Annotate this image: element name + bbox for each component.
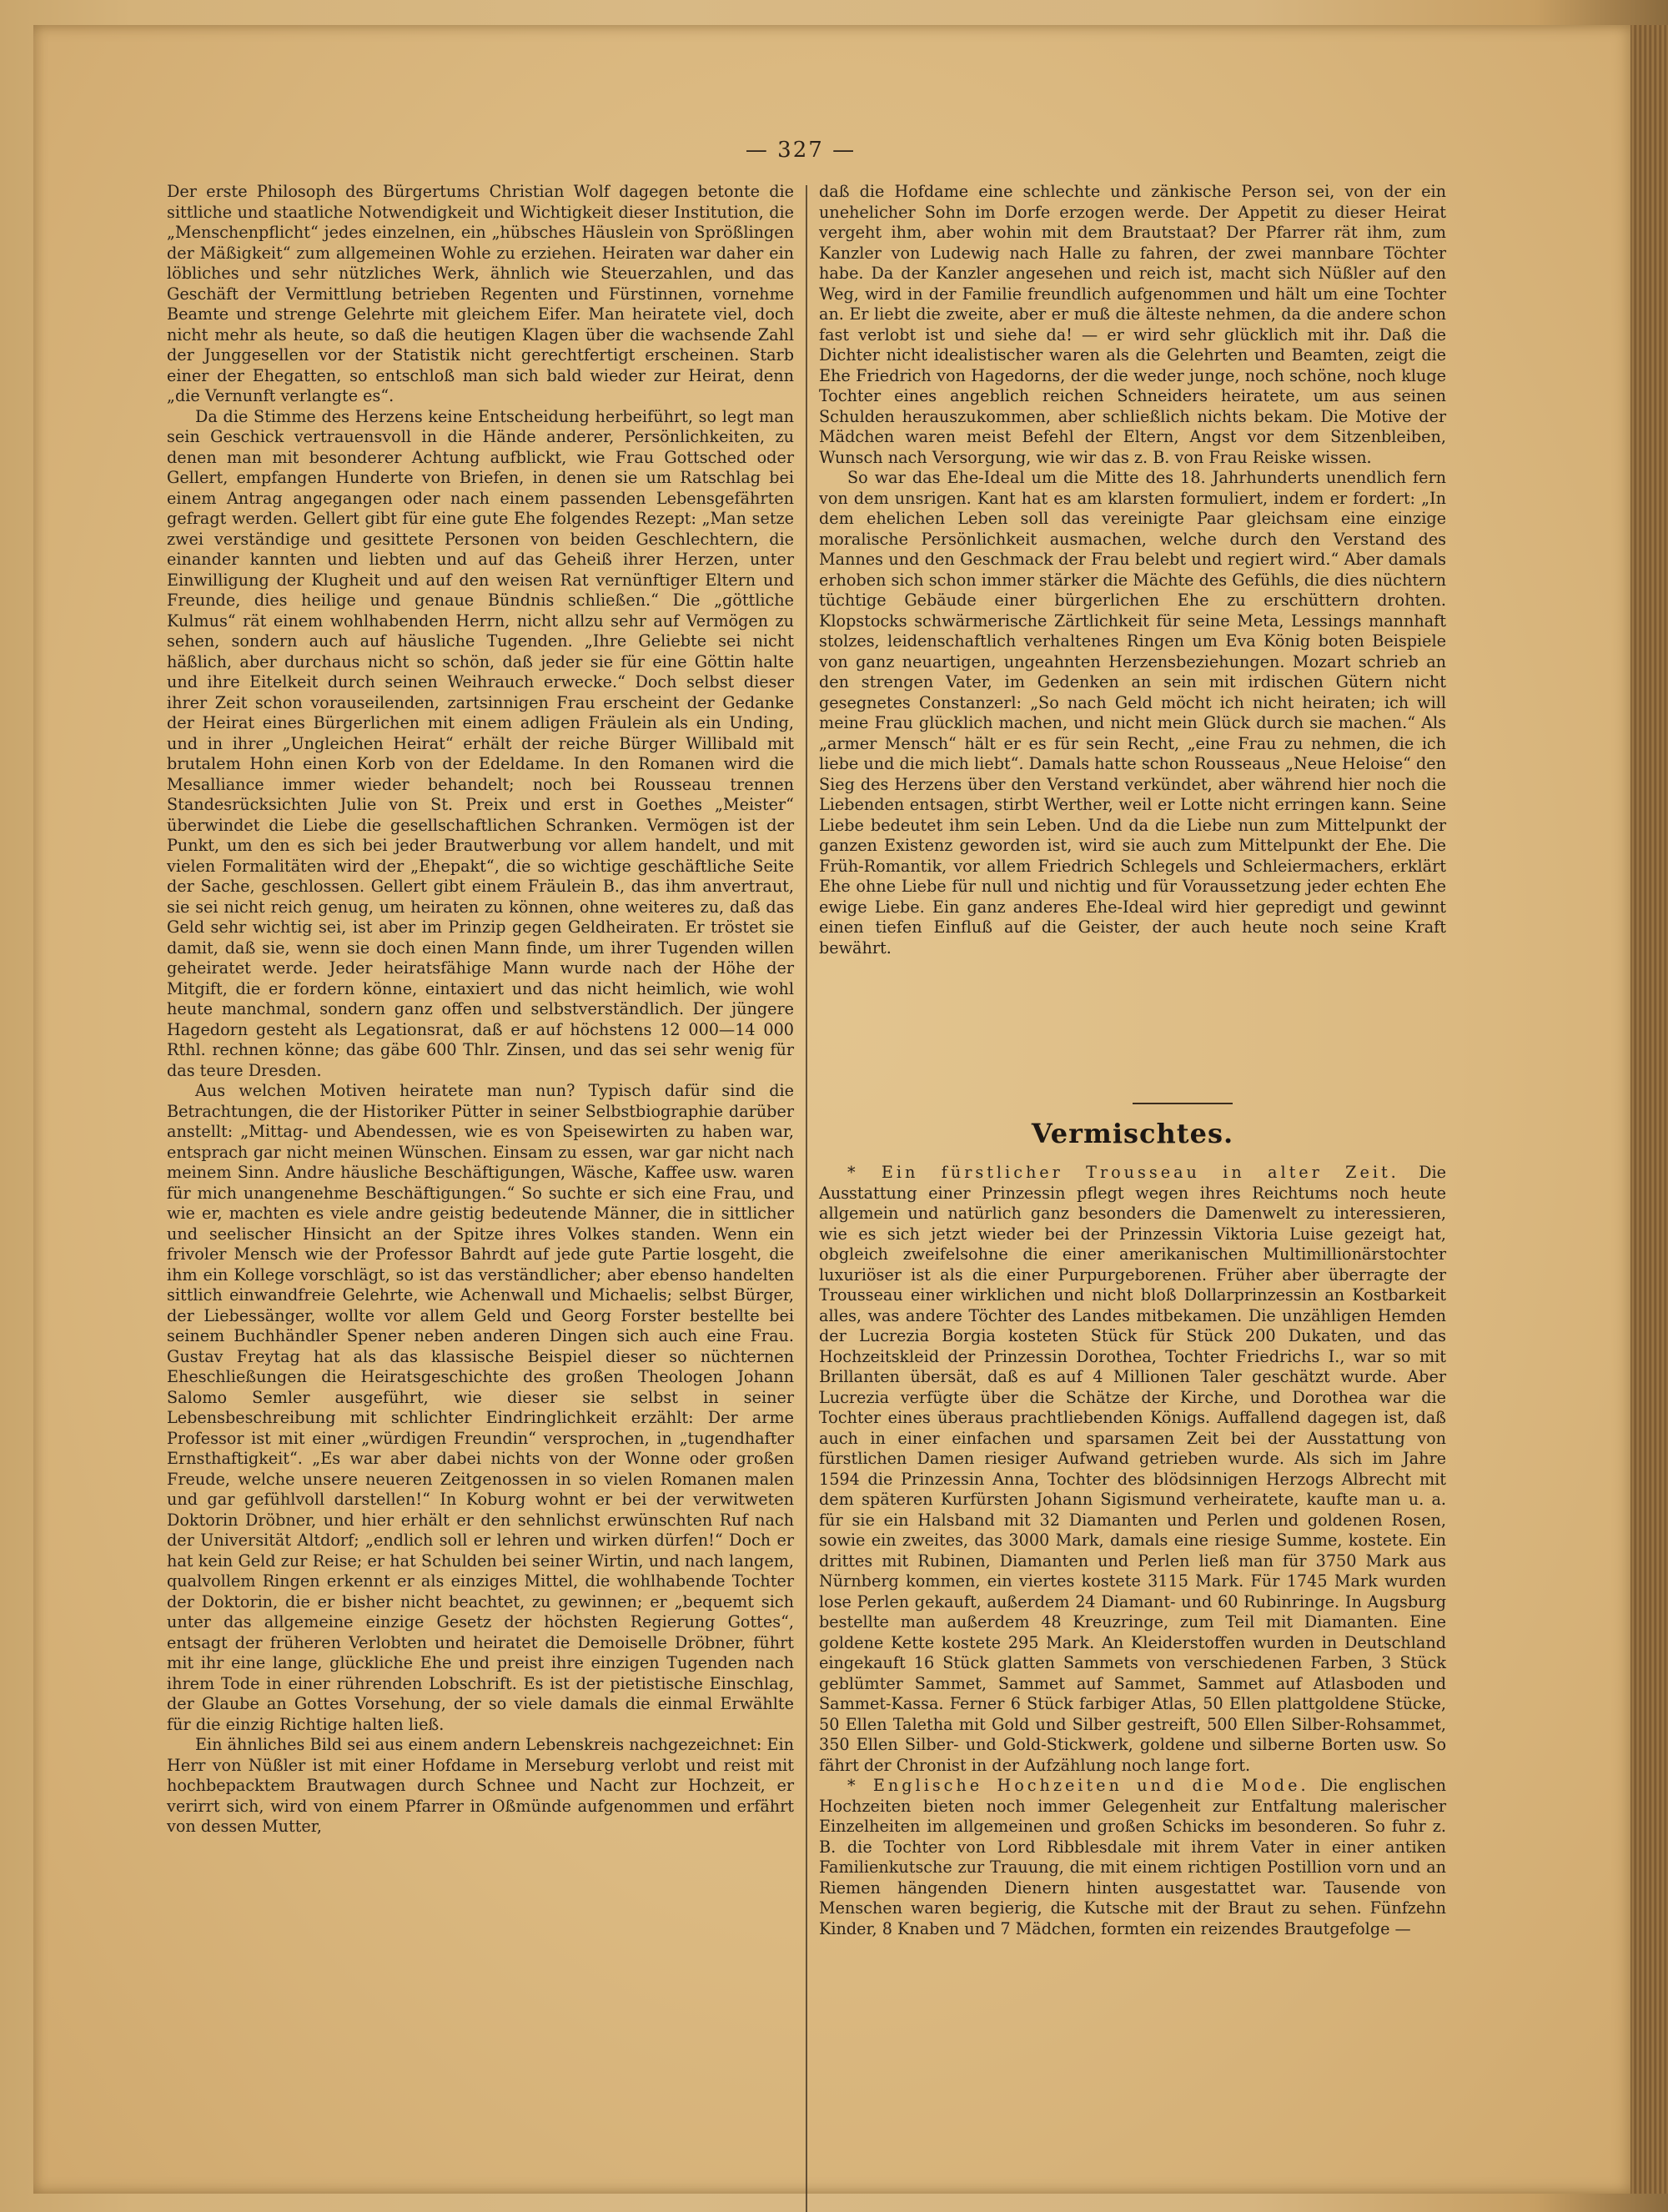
vermischtes-item-1-title: * Ein fürstlicher Trousseau in alter Zeit. bbox=[847, 1163, 1399, 1182]
right-column-upper bbox=[819, 182, 1446, 958]
right-column-lower bbox=[819, 1163, 1446, 1939]
vermischtes-item-2-body: Die englischen Hochzeiten bieten noch immer Gelegenheit zur Entfaltung malerischer Einzelheiten im allgemeinen und großen Schicks im besonderen. So fuhr z. B. die Tochter von Lord Ribblesdale mit ihrem Vater in einer antiken Familienkutsche zur Trauung, die mit einem richtigen Postillion vorn und an Riemen hängenden Dienern hinten ausgestattet war. Tausende von Menschen waren begierig, die Kutsche mit der Braut zu sehen. Fünfzehn Kinder, 8 Knaben und 7 Mädchen, formten ein reizendes Brautgefolge — bbox=[819, 1776, 1447, 1938]
column-divider bbox=[806, 185, 807, 2212]
heading-divider bbox=[1133, 1103, 1233, 1104]
right-paragraph-2: So war das Ehe-Ideal um die Mitte des 18. Jahrhunderts unendlich fern von dem unsrigen. Kant hat es am klarsten formuliert, indem er fordert: „In dem ehelichen Leben soll das vereinigte Paar gleichsam eine einzige moralische Persönlichkeit ausmachen, welche durch den Verstand des Mannes und den Geschmack der Frau belebt und regiert wird.“ Aber damals erhoben sich schon immer stärker die Mächte des Gefühls, die dies nüchtern tüchtige Gebäude einer bürgerlichen Ehe zu erschüttern drohten. Klopstocks schwärmerische Zärtlichkeit für seine Meta, Lessings mannhaft stolzes, leidenschaftlich verhaltenes Ringen um Eva König boten Beispiele von ganz neuartigen, ungeahnten Herzensbeziehungen. Mozart schrieb an den strengen Vater, im Gedenken an sein mit irdischen Gütern nicht gesegnetes Constanzerl: „So nach Geld möcht ich nicht heiraten; ich will meine Frau glücklich machen, und nicht mein Glück durch sie machen.“ Als „armer Mensch“ hält er es für sein Recht, „eine Frau zu nehmen, die ich liebe und die mich liebt“. Damals hatte schon Rousseaus „Neue Heloise“ den Sieg des Herzens über den Verstand verkündet, aber während hier noch die Liebenden entsagen, stirbt Werther, weil er Lotte nicht erringen kann. Seine Liebe bedeutet ihm sein Leben. Und da die Liebe nun zum Mittelpunkt der ganzen Existenz geworden ist, wird sie auch zum Mittelpunkt der Ehe. Die Früh-Romantik, vor allem Friedrich Schlegels und Schleiermachers, erklärt Ehe ohne Liebe für null und nichtig und für Voraussetzung jeder echten Ehe ewige Liebe. Ein ganz anderes Ehe-Ideal wird hier gepredigt und gewinnt einen tiefen Einfluß auf die Geister, der auch heute noch seine Kraft bewährt. bbox=[819, 468, 1446, 958]
vermischtes-item-2-title: * Englische Hochzeiten und die Mode. bbox=[847, 1776, 1309, 1795]
vermischtes-item-2 bbox=[819, 1776, 1446, 1939]
section-heading-vermischtes: Vermischtes. bbox=[1031, 1118, 1234, 1149]
left-paragraph-3: Aus welchen Motiven heiratete man nun? Typisch dafür sind die Betrachtungen, die der Historiker Pütter in seiner Selbstbiographie darüber anstellt: „Mittag- und Abendessen, wie es von Speisewirten zu haben war, entsprach gar nicht meinen Wünschen. Einsam zu essen, war gar nicht nach meinem Sinn. Andre häusliche Beschäftigungen, Wäsche, Kaffee usw. waren für mich unangenehme Beschäftigungen.“ So suchte er sich eine Frau, und wie er, machten es viele andre geistig bedeutende Männer, die in sittlicher und seelischer Hinsicht an der Spitze ihres Volkes standen. Wenn ein frivoler Mensch wie der Professor Bahrdt auf jede gute Partie losgeht, die ihm ein Kollege vorschlägt, so ist das verständlicher; aber ebenso handelten sittlich einwandfreie Gelehrte, wie Achenwall und Michaelis; selbst Bürger, der Liebessänger, wollte vor allem Geld und Georg Forster bestellte bei seinem Buchhändler Spener neben anderen Dingen sich auch eine Frau. Gustav Freytag hat als das klassische Beispiel dieser so nüchternen Eheschließungen die Heiratsgeschichte des großen Theologen Johann Salomo Semler ausgeführt, wie dieser sie selbst in seiner Lebensbeschreibung mit schlichter Eindringlichkeit erzählt: Der arme Professor ist mit einer „würdigen Freundin“ versprochen, in „tugendhafter Ernsthaftigkeit“. „Es war aber dabei nichts von der Wonne oder großen Freude, welche unsere neueren Zeitgenossen in so vielen Romanen malen und gar gefühlvoll darstellen!“ In Koburg wohnt er bei der verwitweten Doktorin Dröbner, und hier erhält er den sehnlichst erwünschten Ruf nach der Universität Altdorf; „endlich soll er lehren und wirken dürfen!“ Doch er hat kein Geld zur Reise; er hat Schulden bei seiner Wirtin, und nach langem, qualvollem Ringen erkennt er als einziges Mittel, die wohlhabende Tochter der Doktorin, die er bisher nicht beachtet, zu gewinnen; er „bequemt sich unter das allgemeine einzige Gesetz der höchsten Regierung Gottes“, entsagt der früheren Verlobten und heiratet die Demoiselle Dröbner, führt mit ihr eine lange, glückliche Ehe und preist ihre einzigen Tugenden nach ihrem Tode in einer rührenden Lobschrift. Es ist der pietistische Einschlag, der Glaube an Gottes Vorsehung, der so viele damals die einmal Erwählte für die einzig Richtige halten ließ. bbox=[167, 1081, 794, 1734]
vermischtes-item-1-body: Die Ausstattung einer Prinzessin pflegt wegen ihres Reichtums noch heute allgemein und natürlich ganz besonders die Damenwelt zu interessieren, wie es sich jetzt wieder bei der Prinzessin Viktoria Luise gezeigt hat, obgleich zweifelsohne die einer amerikanischen Multimillionärstochter luxuriöser ist als die einer Purpurgeborenen. Früher aber überragte der Trousseau einer wirklichen und nicht bloß Dollarprinzessin an Kostbarkeit alles, was andere Töchter des Landes mitbekamen. Die unzähligen Hemden der Lucrezia Borgia kosteten Stück für Stück 200 Dukaten, und das Hochzeitskleid der Prinzessin Dorothea, Tochter Friedrichs I., war so mit Brillanten übersät, daß es auf 4 Millionen Taler geschätzt wurde. Aber Lucrezia verfügte über die Schätze der Kirche, und Dorothea war die Tochter eines überaus prachtliebenden Königs. Auffallend dagegen ist, daß auch in einer einfachen und sparsamen Zeit bei der Ausstattung von fürstlichen Damen riesiger Aufwand getrieben wurde. Als sich im Jahre 1594 die Prinzessin Anna, Tochter des blödsinnigen Herzogs Albrecht mit dem späteren Kurfürsten Johann Sigismund verheiratete, kaufte man u. a. für sie ein Halsband mit 32 Diamanten und Perlen und goldenen Rosen, sowie ein zweites, das 3000 Mark, damals eine riesige Summe, kostete. Ein drittes mit Rubinen, Diamanten und Perlen ließ man für 3750 Mark aus Nürnberg kommen, ein viertes kostete 3115 Mark. Für 1745 Mark wurden lose Perlen gekauft, außerdem 24 Diamant- und 60 Rubinringe. In Augsburg bestellte man außerdem 48 Kreuzringe, zum Teil mit Diamanten. Eine goldene Kette kostete 295 Mark. An Kleiderstoffen wurden in Deutschland eingekauft 16 Stück glatten Sammets von verschiedenen Farben, 3 Stück geblümter Sammet, Sammet auf Sammet, Sammet auf Atlasboden und Sammet-Kassa. Ferner 6 Stück farbiger Atlas, 50 Ellen plattgoldene Stücke, 50 Ellen Taletha mit Gold und Silber gestreift, 500 Ellen Silber-Rohsammet, 350 Ellen Silber- und Gold-Stickwerk, goldene und silberne Borten usw. So fährt der Chronist in der Aufzählung noch lange fort. bbox=[819, 1163, 1446, 1775]
left-paragraph-4: Ein ähnliches Bild sei aus einem andern Lebenskreis nachgezeichnet: Ein Herr von Nüßler ist mit einer Hofdame in Merseburg verlobt und reist mit hochbepacktem Brautwagen durch Schnee und Nacht zur Hochzeit, er verirrt sich, wird von einem Pfarrer in Oßmünde aufgenommen und erfährt von dessen Mutter, bbox=[167, 1735, 794, 1836]
right-paragraph-1: daß die Hofdame eine schlechte und zänkische Person sei, von der ein unehelicher Sohn im Dorfe erzogen werde. Der Appetit zu dieser Heirat vergeht ihm, aber wohin mit dem Brautstaat? Der Pfarrer rät ihm, zum Kanzler von Ludewig nach Halle zu fahren, der zwei mannbare Töchter habe. Da der Kanzler angesehen und reich ist, macht sich Nüßler auf den Weg, wird in der Familie freundlich aufgenommen und hält um eine Tochter an. Er liebt die zweite, aber er muß die älteste nehmen, da die andere schon fast verlobt ist und siehe da! — er wird sehr glücklich mit ihr. Daß die Dichter nicht idealistischer waren als die Gelehrten und Beamten, zeigt die Ehe Friedrich von Hagedorns, der die weder junge, noch schöne, noch kluge Tochter eines angeblich reichen Schneiders heiratete, um aus seinen Schulden herauszukommen, aber schließlich nichts bekam. Die Motive der Mädchen waren meist Befehl der Eltern, Angst vor dem Sitzenbleiben, Wunsch nach Versorgung, wie wir das z. B. von Frau Reiske wissen. bbox=[819, 182, 1446, 467]
book-edge bbox=[1630, 25, 1668, 2194]
left-column bbox=[167, 182, 794, 1837]
page-number: — 327 — bbox=[745, 138, 857, 163]
left-paragraph-2: Da die Stimme des Herzens keine Entscheidung herbeiführt, so legt man sein Geschick vertrauensvoll in die Hände anderer, Persönlichkeiten, zu denen man mit besonderer Achtung aufblickt, wie Frau Gottsched oder Gellert, empfangen Hunderte von Briefen, in denen sie um Ratschlag bei einem Antrag angegangen oder nach einem passenden Lebensgefährten gefragt werden. Gellert gibt für eine gute Ehe folgendes Rezept: „Man setze zwei verständige und gesittete Personen von beiden Geschlechtern, die einander kannten und liebten und auf das Geheiß ihrer Herzen, unter Einwilligung der Klugheit und auf den weisen Rat vernünftiger Eltern und Freunde, dies heilige und genaue Bündnis schließen.“ Die „göttliche Kulmus“ rät einem wohlhabenden Herrn, nicht allzu sehr auf Vermögen zu sehen, sondern auch auf häusliche Tugenden. „Ihre Geliebte sei nicht häßlich, aber durchaus nicht so schön, daß jeder sie für eine Göttin halte und ihre Eitelkeit durch seinen Weihrauch erwecke.“ Doch selbst dieser ihrer Zeit schon vorauseilenden, zartsinnigen Frau erscheint der Gedanke der Heirat eines Bürgerlichen mit einem adligen Fräulein als ein Unding, und in ihrer „Ungleichen Heirat“ erhält der reiche Bürger Willibald mit brutalem Hohn einen Korb von der Edeldame. In den Romanen wird die Mesalliance immer wieder behandelt; noch bei Rousseau trennen Standesrücksichten Julie von St. Preix und erst in Goethes „Meister“ überwindet die Liebe die gesellschaftlichen Schranken. Vermögen ist der Punkt, um den es sich bei jeder Brautwerbung vor allem handelt, und mit vielen Formalitäten wird der „Ehepakt“, die so wichtige geschäftliche Seite der Sache, geschlossen. Gellert gibt einem Fräulein B., das ihm anvertraut, sie sei nicht reich genug, um heiraten zu können, ohne weiteres zu, daß das Geld sehr wichtig sei, ist aber im Prinzip gegen Geldheiraten. Er tröstet sie damit, daß sie, wenn sie doch einen Mann finde, um ihrer Tugenden willen geheiratet werde. Jeder heiratsfähige Mann wurde nach der Höhe der Mitgift, die er fordern könne, eintaxiert und das nicht heimlich, wie wohl heute manchmal, sondern ganz offen und selbstverständlich. Der jüngere Hagedorn gesteht als Legationsrat, daß er auf höchstens 12 000—14 000 Rthl. rechnen könne; das gäbe 600 Thlr. Zinsen, und das sei sehr wenig für das teure Dresden. bbox=[167, 406, 794, 1080]
vermischtes-item-1 bbox=[819, 1163, 1446, 1776]
left-paragraph-1: Der erste Philosoph des Bürgertums Christian Wolf dagegen betonte die sittliche und staatliche Notwendigkeit und Wichtigkeit dieser Institution, die „Menschenpflicht“ jedes einzelnen, ein „hübsches Häuslein von Sprößlingen der Mäßigkeit“ zum allgemeinen Wohle zu erziehen. Heiraten war daher ein löbliches und sehr nützliches Werk, ähnlich wie Steuerzahlen, und das Geschäft der Vermittlung betrieben Regenten und Fürstinnen, vornehme Beamte und strenge Gelehrte mit gleichem Eifer. Man heiratete viel, doch nicht mehr als heute, so daß die heutigen Klagen über die wachsende Zahl der Junggesellen vor der Statistik nicht gerechtfertigt erscheinen. Starb einer der Ehegatten, so entschloß man sich bald wieder zur Heirat, denn „die Vernunft verlangte es“. bbox=[167, 182, 794, 405]
